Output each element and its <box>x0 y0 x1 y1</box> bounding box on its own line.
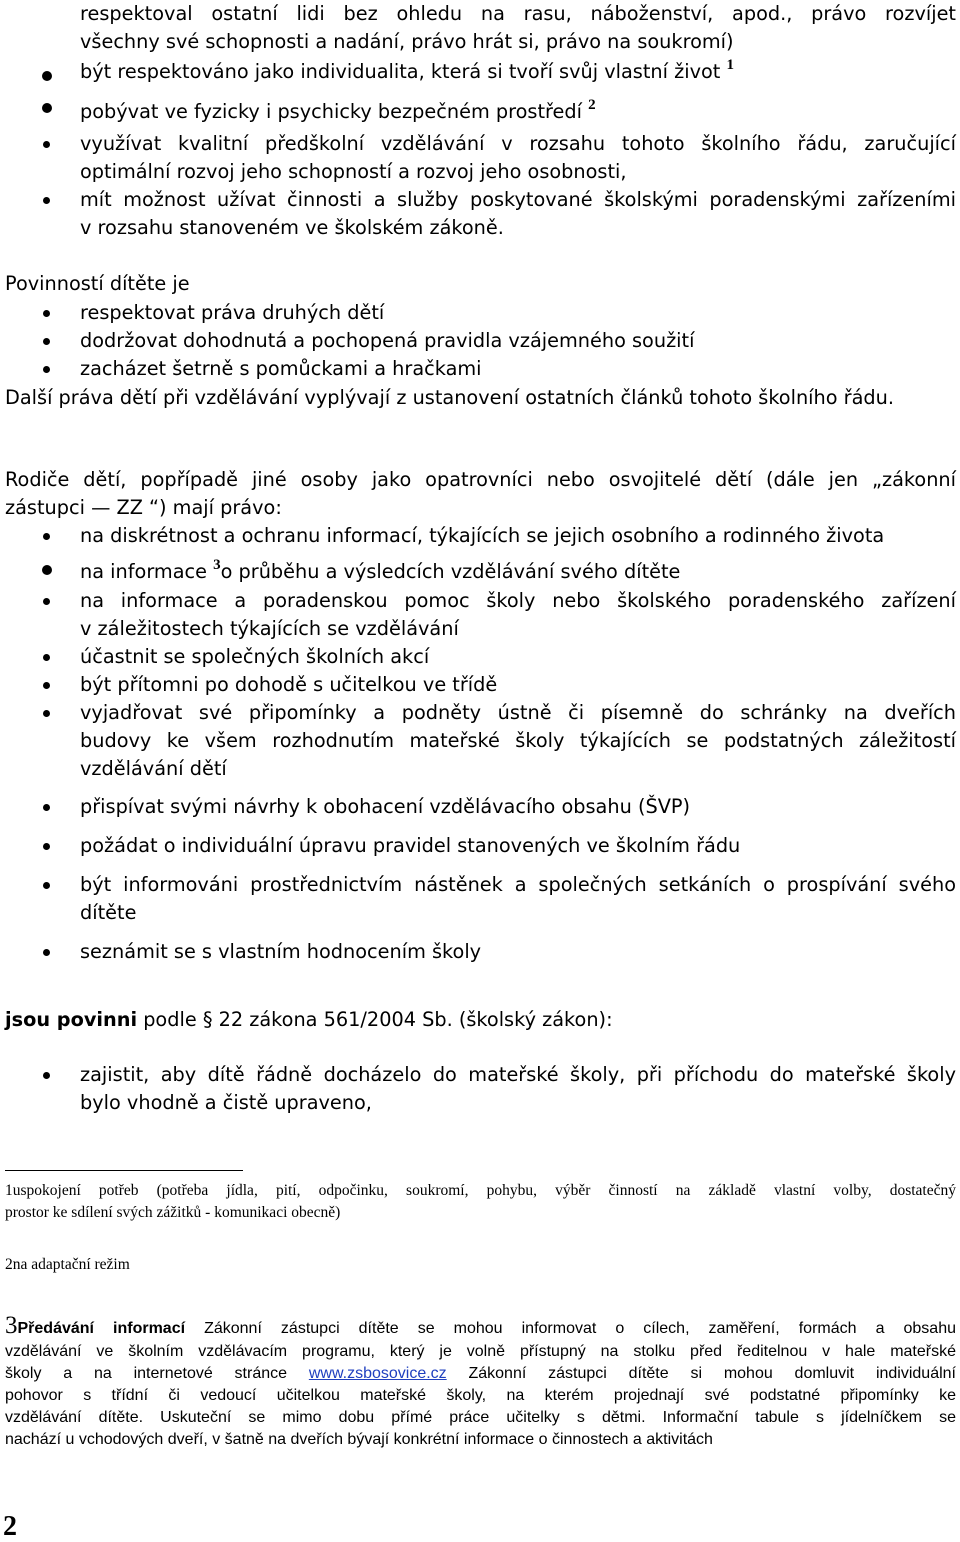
cont-line-1: respektoval ostatní lidi bez ohledu na rasu, náboženství, apod., právo rozvíjet <box>80 2 956 25</box>
parent-right-7: přispívat svými návrhy k obohacení vzdělávacího obsahu (ŠVP) <box>80 795 691 818</box>
bullet-icon <box>42 565 52 575</box>
parent-right-9-line-2: dítěte <box>80 901 137 924</box>
bullet-icon <box>42 71 52 81</box>
bullet-icon <box>43 338 50 345</box>
footnote-ref-2: 2 <box>588 96 596 113</box>
obligations-heading: jsou povinni podle § 22 zákona 561/2004 Sb. (školský zákon): <box>5 1008 613 1031</box>
bullet-icon <box>43 949 50 956</box>
bullet-icon <box>43 141 50 148</box>
right-item-3-line-1: využívat kvalitní předškolní vzdělávání v rozsahu tohoto školního řádu, zaručující <box>80 132 956 155</box>
footnote-3-line-4: pohovor s třídní či vedoucí učitelkou mateřské školy, na kterém projednají své podstatné připomínky ke <box>5 1387 956 1404</box>
right-item-4-line-2: v rozsahu stanoveném ve školském zákoně. <box>80 216 504 239</box>
duty-item-3: zacházet šetrně s pomůckami a hračkami <box>80 357 482 380</box>
bullet-icon <box>43 310 50 317</box>
bullet-icon <box>42 103 52 113</box>
footnote-3-line-2: vzdělávání ve školním vzdělávacím programu, který je volně přístupný na stolku před ředitelnou v hale mateřské <box>5 1343 956 1360</box>
footnote-3-line-1: 3Předávání informací Zákonní zástupci dítěte se mohou informovat o cílech, zaměření, formách a obsahu <box>5 1312 956 1339</box>
bullet-icon <box>43 598 50 605</box>
bullet-icon <box>43 682 50 689</box>
parent-right-1: na diskrétnost a ochranu informací, týkajících se jejich osobního a rodinného života <box>80 524 885 547</box>
footnote-1-line-2: prostor ke sdílení svých zážitků - komunikaci obecně) <box>5 1204 341 1221</box>
parent-right-3-line-2: v záležitostech týkajících se vzdělávání <box>80 617 459 640</box>
bullet-icon <box>43 654 50 661</box>
bullet-icon <box>43 710 50 717</box>
right-item-1: být respektováno jako individualita, která si tvoří svůj vlastní život $^1$ <box>80 56 734 83</box>
duty-item-1: respektovat práva druhých dětí <box>80 301 385 324</box>
obligation-item-1-line-2: bylo vhodně a čistě upraveno, <box>80 1091 372 1114</box>
duties-heading: Povinností dítěte je <box>5 272 190 295</box>
parent-right-9-line-1: být informováni prostřednictvím nástěnek a společných setkáních o prospívání svého <box>80 873 956 896</box>
parent-right-6-line-2: budovy ke všem rozhodnutím mateřské školy týkajících se podstatných záležitostí <box>80 729 956 752</box>
parent-right-10: seznámit se s vlastním hodnocením školy <box>80 940 482 963</box>
bullet-icon <box>43 843 50 850</box>
footnote-2: 2na adaptační režim <box>5 1256 130 1273</box>
footnote-1-line-1: 1uspokojení potřeb (potřeba jídla, pití, odpočinku, soukromí, pohybu, výběr činností na základě vlastní volby, dostatečný <box>5 1182 956 1199</box>
bullet-icon <box>43 533 50 540</box>
parent-right-6-line-1: vyjadřovat své připomínky a podněty ústně či písemně do schránky na dveřích <box>80 701 956 724</box>
parent-right-6-line-3: vzdělávání dětí <box>80 757 227 780</box>
parents-intro-line-1: Rodiče dětí, popřípadě jiné osoby jako opatrovníci nebo osvojitelé dětí (dále jen „zákonní <box>5 468 956 491</box>
parents-intro-line-2: zástupci — ZZ “) mají právo: <box>5 496 282 519</box>
cont-line-2: všechny své schopnosti a nadání, právo hrát si, právo na soukromí) <box>80 30 734 53</box>
bullet-icon <box>43 366 50 373</box>
footnote-3-line-3: školy a na internetové stránce www.zsbosovice.cz Zákonní zástupci dítěte si mohou domluvit individuální <box>5 1365 956 1382</box>
parent-right-5: být přítomni po dohodě s učitelkou ve třídě <box>80 673 498 696</box>
footnote-3-line-5: vzdělávání dítěte. Uskuteční se mimo dobu přímé práce učitelky s dětmi. Informační tabule s jídelníčkem se <box>5 1409 956 1426</box>
page-number: 2 <box>3 1511 17 1542</box>
parent-right-2: na informace $^3$o průběhu a výsledcích vzdělávání svého dítěte <box>80 556 681 583</box>
parent-right-3-line-1: na informace a poradenskou pomoc školy nebo školského poradenského zařízení <box>80 589 956 612</box>
footnote-ref-1: 1 <box>726 56 734 73</box>
duty-item-2: dodržovat dohodnutá a pochopená pravidla vzájemného soužití <box>80 329 695 352</box>
right-item-3-line-2: optimální rozvoj jeho schopností a rozvoj jeho osobnosti, <box>80 160 627 183</box>
parent-right-8: požádat o individuální úpravu pravidel stanovených ve školním řádu <box>80 834 741 857</box>
bullet-icon <box>43 1072 50 1079</box>
school-website-link[interactable]: www.zsbosovice.cz <box>308 1365 447 1382</box>
right-item-4-line-1: mít možnost užívat činnosti a služby poskytované školskými poradenskými zařízeními <box>80 188 956 211</box>
obligation-item-1-line-1: zajistit, aby dítě řádně docházelo do mateřské školy, při příchodu do mateřské školy <box>80 1063 956 1086</box>
parent-right-4: účastnit se společných školních akcí <box>80 645 430 668</box>
bullet-icon <box>43 882 50 889</box>
bullet-icon <box>43 804 50 811</box>
right-item-2: pobývat ve fyzicky i psychicky bezpečném prostředí $^2$ <box>80 96 596 123</box>
footnote-separator <box>5 1170 243 1171</box>
footnote-ref-3: 3 <box>213 556 221 573</box>
footnote-3-line-6: nachází u vchodových dveří, v šatně na dveřích bývají konkrétní informace o činnostech a aktivitách <box>5 1431 713 1448</box>
bullet-icon <box>43 197 50 204</box>
duties-footer: Další práva dětí při vzdělávání vyplývají z ustanovení ostatních článků tohoto školního řádu. <box>5 386 895 409</box>
